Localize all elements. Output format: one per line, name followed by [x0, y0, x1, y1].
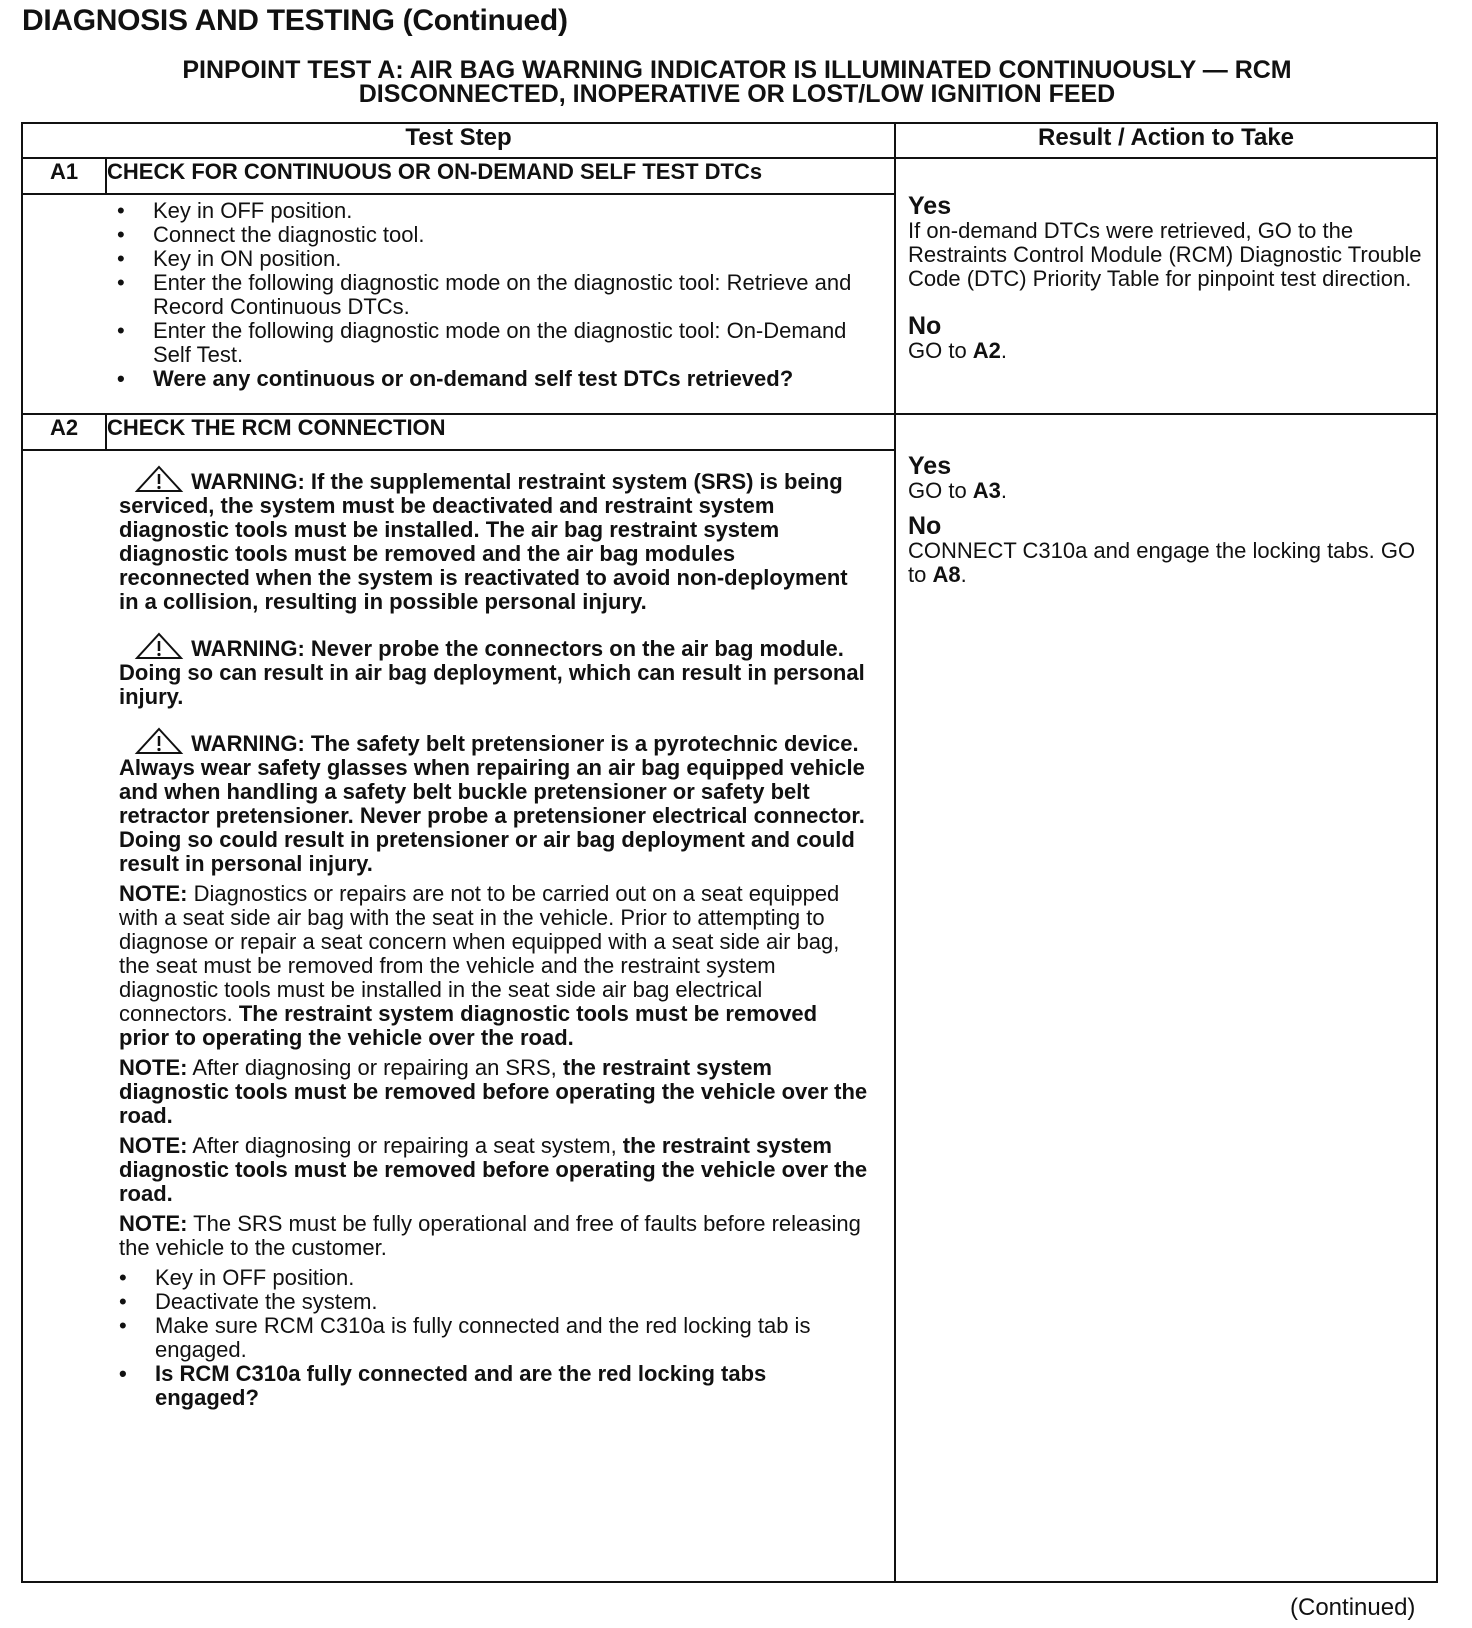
list-item: • Key in ON position. [117, 247, 880, 271]
note-block: NOTE: Diagnostics or repairs are not to be carried out on a seat equipped with a seat side air bag with the seat in the vehicle. Prior to attempting to diagnose or repair a seat concern when equipped with a seat side air bag, the seat must be removed from the vehicle and the restraint system diagnostic tools must be installed in the seat side air bag electrical connectors. The restraint system diagnostic tools must be removed prior to operating the vehicle over the road. [119, 881, 840, 1050]
test-title-line-1: PINPOINT TEST A: AIR BAG WARNING INDICATOR IS ILLUMINATED CONTINUOUSLY — RCM [182, 56, 1292, 84]
result-cell-a1 [895, 158, 1437, 414]
result-no-text-a1: GO to A2. [908, 338, 1008, 363]
result-no-label-a2: No [908, 512, 942, 540]
pinpoint-test-title [22, 58, 1452, 106]
list-item: • Enter the following diagnostic mode on the diagnostic tool: Retrieve and Record Continuous DTCs. [117, 271, 880, 319]
pinpoint-test-table [21, 122, 1438, 1583]
result-no-text-a2: CONNECT C310a and engage the locking tabs. GO to A8. [908, 538, 1416, 587]
result-no-label-a1: No [908, 312, 942, 340]
result-yes-text-a2: GO to A3. [908, 478, 1008, 503]
list-item: • Make sure RCM C310a is fully connected and the red locking tab is engaged. [119, 1314, 868, 1362]
goto-link-a8: A8 [932, 562, 961, 587]
warning-block: WARNING: The safety belt pretensioner is a pyrotechnic device. Always wear safety glasses when repairing an air bag equipped vehicle and when handling a safety belt buckle pretensioner or safety belt retractor pretensioner. Never probe a pretensioner electrical connector. Doing so could result in pretensioner or air bag deployment and could result in personal injury. [119, 727, 868, 876]
warning-block: WARNING: Never probe the connectors on the air bag module. Doing so can result in air bag deployment, which can result in personal injury. [119, 632, 868, 709]
note-block: NOTE: The SRS must be fully operational and free of faults before releasing the vehicle to the customer. [119, 1211, 861, 1260]
warning-triangle-icon [133, 465, 185, 493]
list-item: • Key in OFF position. [119, 1266, 868, 1290]
list-item: • Enter the following diagnostic mode on the diagnostic tool: On-Demand Self Test. [117, 319, 880, 367]
note-block: NOTE: After diagnosing or repairing an SRS, the restraint system diagnostic tools must be removed before operating the vehicle over the road. [119, 1055, 868, 1128]
step-title-a1: CHECK FOR CONTINUOUS OR ON-DEMAND SELF TEST DTCs [106, 158, 895, 194]
continued-label: (Continued) [1290, 1594, 1416, 1621]
result-yes-label-a2: Yes [908, 452, 952, 480]
step-body-a1 [22, 194, 895, 414]
result-yes-text-a1: If on-demand DTCs were retrieved, GO to the Restraints Control Module (RCM) Diagnostic Trouble Code (DTC) Priority Table for pinpoint test direction. [908, 218, 1422, 291]
list-item: • Key in OFF position. [117, 199, 880, 223]
column-header-result: Result / Action to Take [895, 123, 1437, 158]
list-item: • Deactivate the system. [119, 1290, 868, 1314]
step-a1-title-row [22, 158, 1437, 194]
goto-link-a2: A2 [972, 338, 1001, 363]
warning-block: WARNING: If the supplemental restraint system (SRS) is being serviced, the system must be deactivated and restraint system diagnostic tools must be installed. The air bag restraint system diagnostic tools must be removed and the air bag modules reconnected when the system is reactivated to avoid non-deployment in a collision, resulting in possible personal injury. [119, 465, 868, 614]
step-a2-title-row [22, 414, 1437, 450]
step-id-a1: A1 [22, 158, 106, 194]
page-title: DIAGNOSIS AND TESTING (Continued) [22, 4, 568, 37]
table-header-row [22, 123, 1437, 158]
list-item: • Were any continuous or on-demand self test DTCs retrieved? [117, 367, 880, 391]
note-block: NOTE: After diagnosing or repairing a seat system, the restraint system diagnostic tools must be removed before operating the vehicle over the road. [119, 1133, 868, 1206]
result-yes-label-a1: Yes [908, 192, 952, 220]
warning-triangle-icon [133, 727, 185, 755]
step-id-a2: A2 [22, 414, 106, 450]
step-list-a1 [117, 199, 880, 391]
test-title-line-2: DISCONNECTED, INOPERATIVE OR LOST/LOW IGNITION FEED [358, 80, 1116, 108]
step-list-a2 [119, 1266, 868, 1410]
result-cell-a2 [895, 414, 1437, 1582]
goto-link-a3: A3 [972, 478, 1001, 503]
step-title-a2: CHECK THE RCM CONNECTION [106, 414, 895, 450]
column-header-test-step: Test Step [22, 123, 895, 158]
list-item: • Connect the diagnostic tool. [117, 223, 880, 247]
list-item: • Is RCM C310a fully connected and are the red locking tabs engaged? [119, 1362, 868, 1410]
step-body-a2 [22, 450, 895, 1582]
warning-triangle-icon [133, 632, 185, 660]
